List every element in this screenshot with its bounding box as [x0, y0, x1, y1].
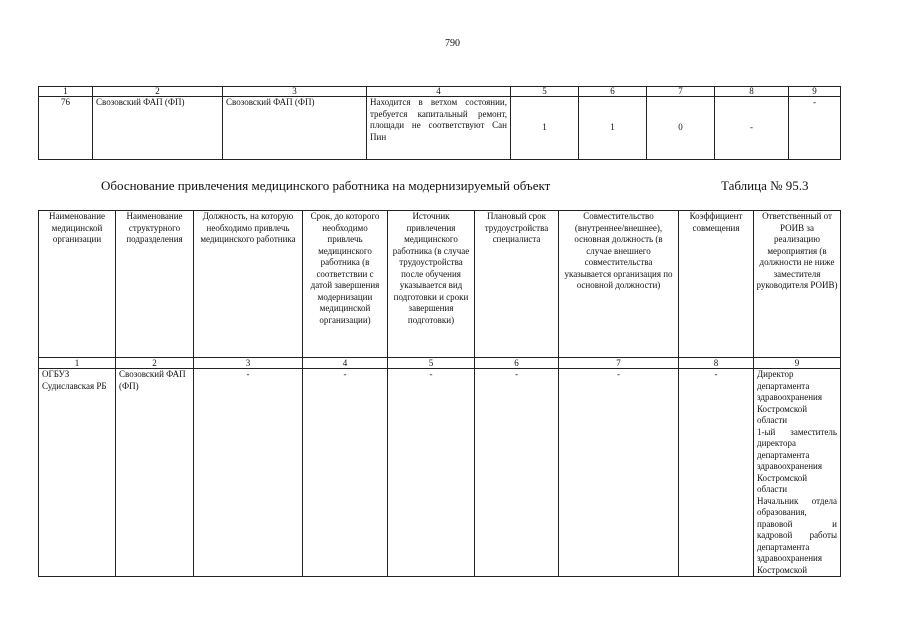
table-row: [39, 369, 841, 577]
column-number: 3: [194, 358, 303, 369]
column-number: 9: [789, 87, 841, 97]
column-number: 6: [475, 358, 559, 369]
table-cell: -: [194, 369, 303, 577]
column-header: Наименование структурного подразделения: [116, 211, 194, 358]
table-cell: 0: [647, 97, 715, 160]
responsible-cell: [754, 369, 841, 577]
table-cell: Находится в ветхом состоянии, требуется капитальный ремонт, площади не соответствуют Сан Пин: [367, 97, 511, 160]
column-number: 5: [511, 87, 579, 97]
column-number: 5: [388, 358, 475, 369]
column-header: Коэффициент совмещения: [679, 211, 754, 358]
column-number: 9: [754, 358, 841, 369]
column-header: Совместительство (внутреннее/внешнее), основная должность (в случае внешнего совместительства указывается организация по основной должности): [559, 211, 679, 358]
column-number: 6: [579, 87, 647, 97]
table-cell: Свозовский ФАП (ФП): [116, 369, 194, 577]
table-cell: -: [715, 97, 789, 160]
section-title: Обоснование привлечения медицинского работника на модернизируемый объект: [101, 178, 551, 193]
table-cell: -: [679, 369, 754, 577]
column-number: 8: [715, 87, 789, 97]
table-header-row: [39, 211, 841, 358]
table-cell: -: [559, 369, 679, 577]
table-cell: -: [303, 369, 388, 577]
column-number: 1: [39, 358, 116, 369]
table-row: [39, 97, 841, 160]
table-cell: 76: [39, 97, 93, 160]
table-cell: -: [388, 369, 475, 577]
responsible-line: 1-ый заместитель директора департамента здравоохранения Костромской области: [757, 426, 837, 494]
justification-table: [38, 210, 841, 577]
table-number: Таблица № 95.3: [721, 178, 809, 193]
column-number: 4: [367, 87, 511, 97]
column-header: Должность, на которую необходимо привлечь медицинского работника: [194, 211, 303, 358]
column-number: 4: [303, 358, 388, 369]
table-cell: 1: [579, 97, 647, 160]
column-header: Срок, до которого необходимо привлечь медицинского работника (в соответствии с датой завершения модернизации медицинской организации): [303, 211, 388, 358]
column-header: Источник привлечения медицинского работника (в случае трудоустройства после обучения указывается вид подготовки и сроки завершения подготовки): [388, 211, 475, 358]
table-cell: 1: [511, 97, 579, 160]
column-number: 2: [93, 87, 223, 97]
column-number: 7: [647, 87, 715, 97]
table-cell: ОГБУЗ Судиславская РБ: [39, 369, 116, 577]
responsible-line: Начальник отдела образования, правовой и кадровой работы департамента здравоохранения Костромской: [757, 495, 837, 575]
column-number: 7: [559, 358, 679, 369]
column-header: Ответственный от РОИВ за реализацию мероприятия (в должности не ниже заместителя руководителя РОИВ): [754, 211, 841, 358]
responsible-line: Директор департамента здравоохранения Костромской области: [757, 369, 823, 425]
column-number: 8: [679, 358, 754, 369]
column-number: 3: [223, 87, 367, 97]
column-header: Плановый срок трудоустройства специалиста: [475, 211, 559, 358]
table-cell: -: [475, 369, 559, 577]
column-header: Наименование медицинской организации: [39, 211, 116, 358]
facility-table: [38, 86, 841, 160]
table-cell: -: [789, 97, 841, 160]
table-cell: Свозовский ФАП (ФП): [93, 97, 223, 160]
page-number: 790: [445, 38, 460, 49]
table-cell: Свозовский ФАП (ФП): [223, 97, 367, 160]
table-row: [39, 87, 841, 97]
column-number: 2: [116, 358, 194, 369]
table-row: [39, 358, 841, 369]
column-number: 1: [39, 87, 93, 97]
